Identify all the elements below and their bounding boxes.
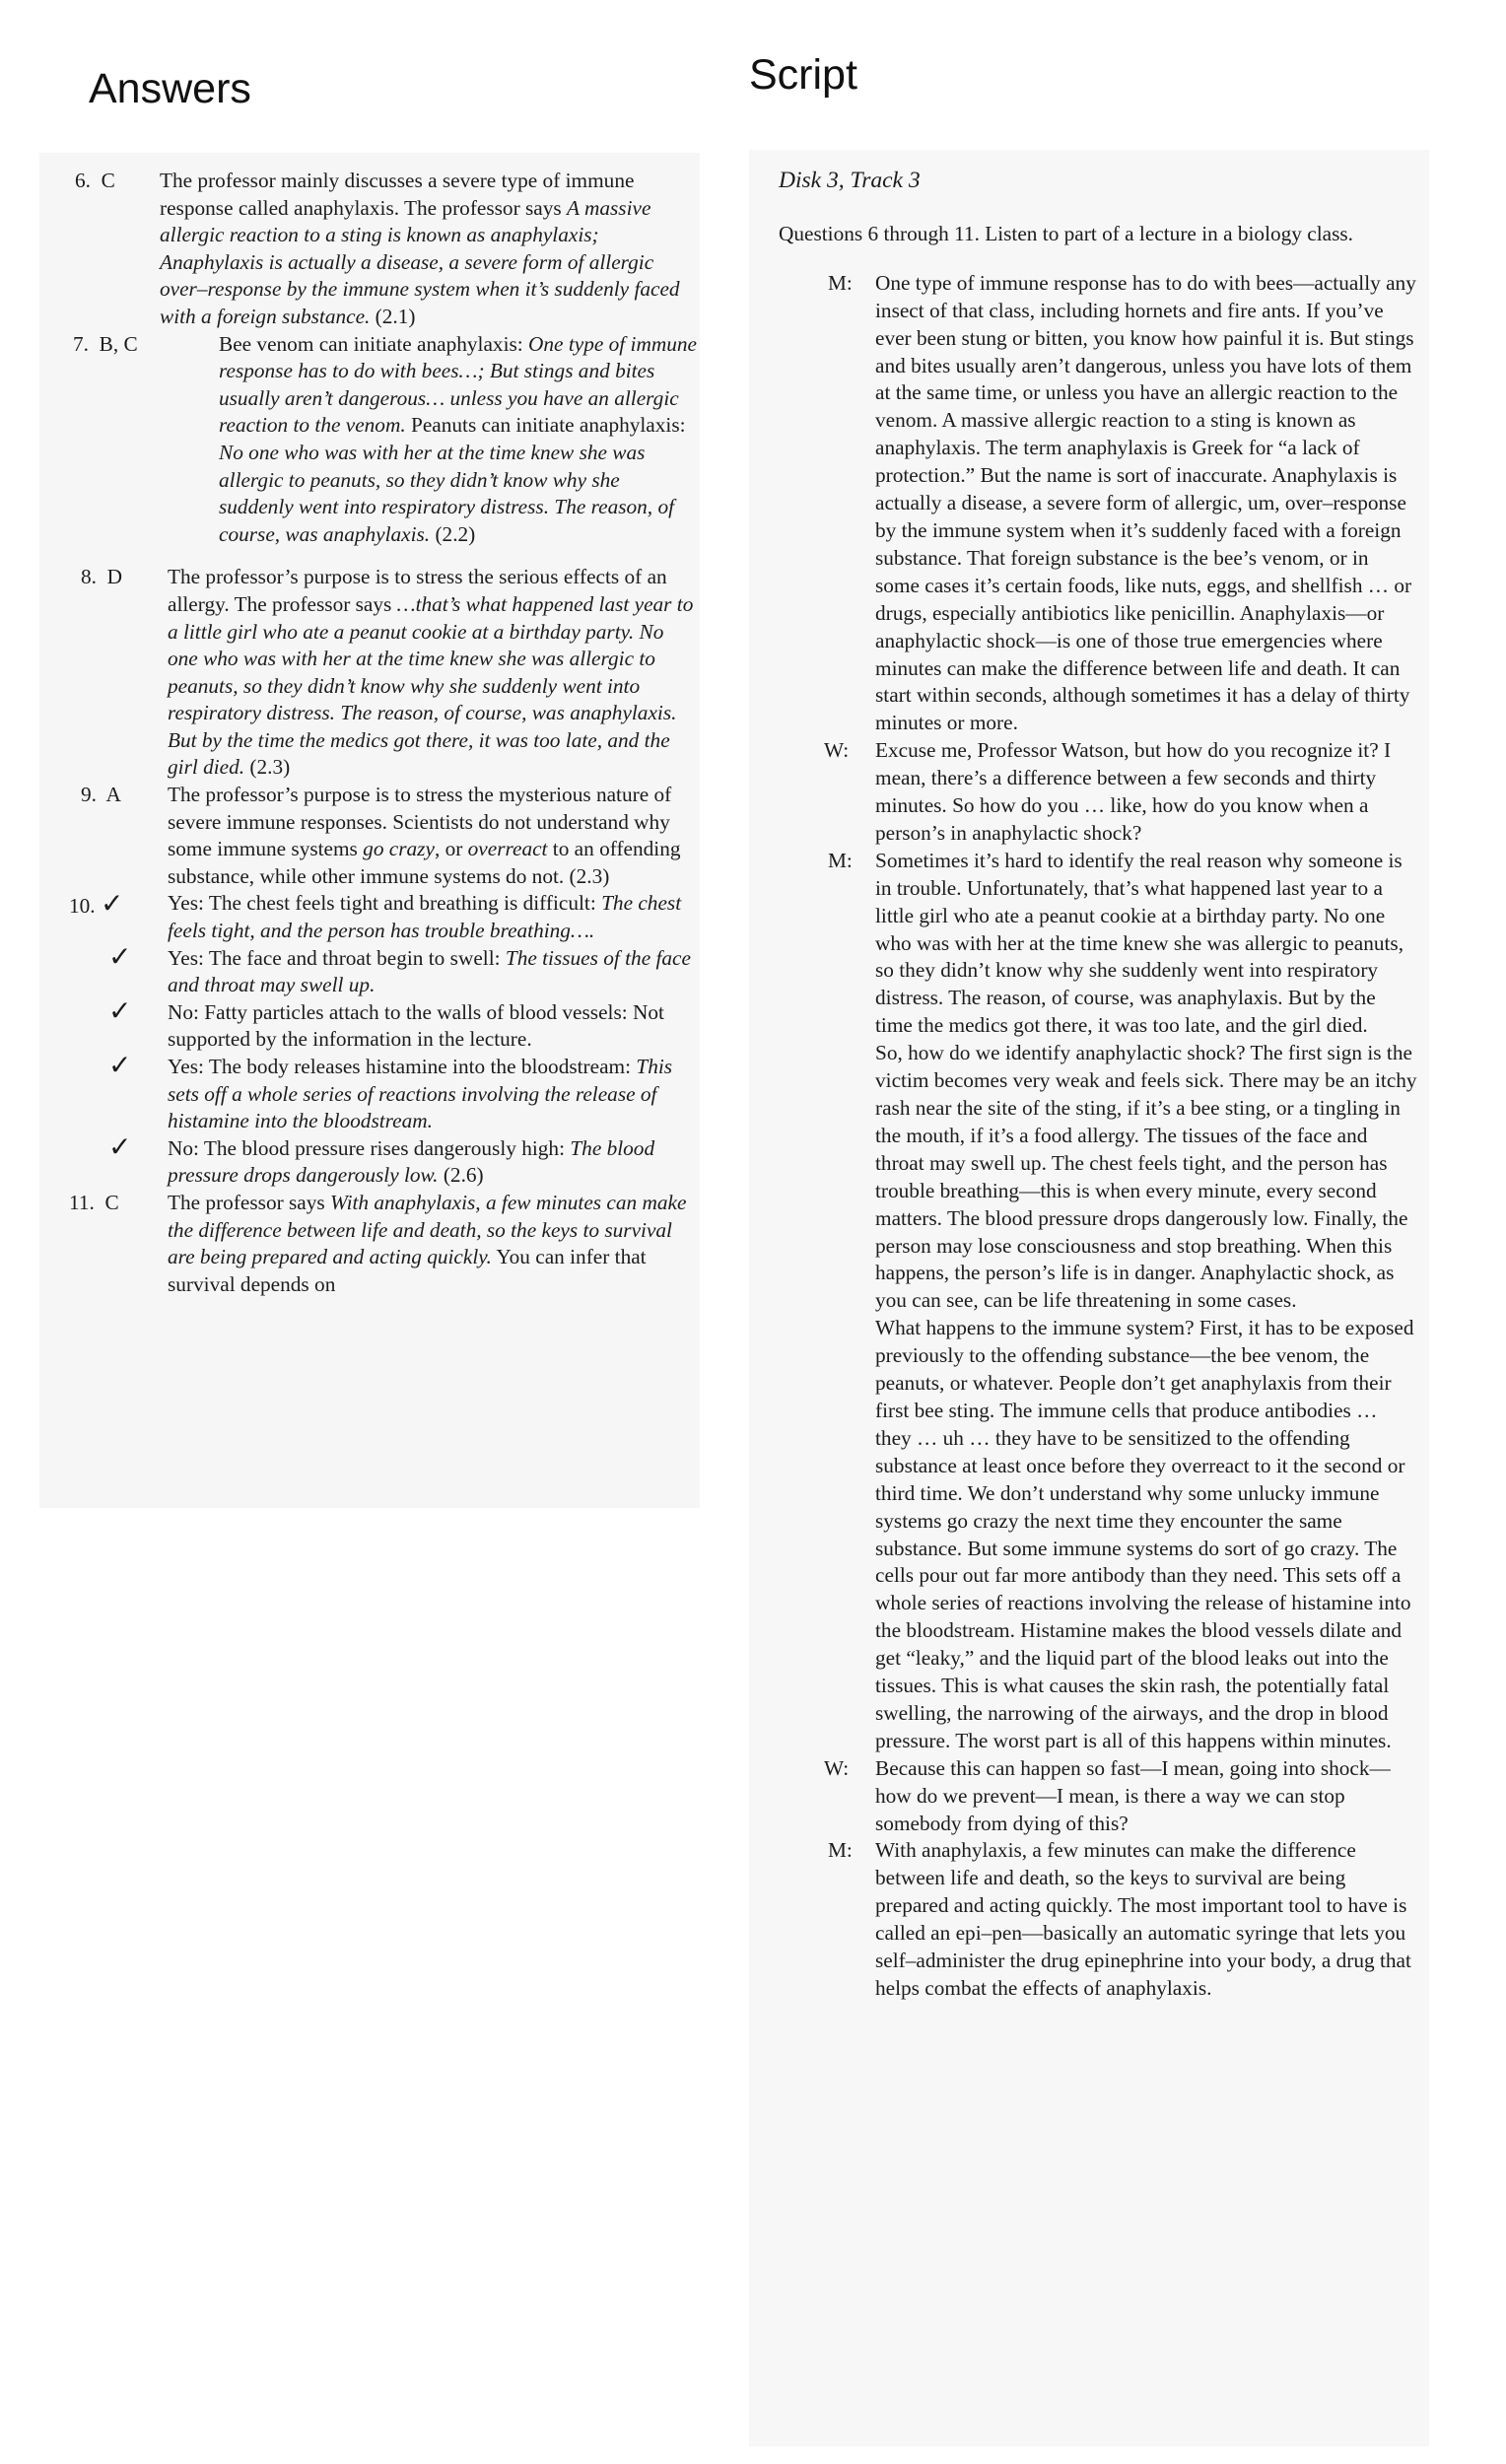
answer-number: 9. A (81, 783, 121, 807)
dialogue-paragraph: With anaphylaxis, a few minutes can make the difference between life and death, so the keys to survival are being prepared and acting quickly. The most important tool to have is called an epi–pen—basically an automatic syringe that lets you self–administer the drug epinephrine into your body, a drug that helps combat the effects of anaphylaxis. (875, 1838, 1411, 2000)
speaker-label: W: (824, 1755, 850, 1780)
answer-text: Bee venom can initiate anaphylaxis: (219, 331, 529, 356)
answer-text: (2.3) (244, 755, 291, 780)
quoted-lecture-text: The blood pressure drops dangerously low. (168, 1135, 655, 1188)
quoted-lecture-text: No one who was with her at the time knew she was allergic to peanuts, so they didn’t know why she suddenly went into respiratory distress. The reason, of course, was anaphylaxis. (219, 440, 675, 546)
answer-number-text: 10. (69, 894, 96, 919)
quoted-lecture-text: One type of immune response has to do with bees…; But stings and bites usually aren’t dangerous… unless you have an allergic reaction to the venom. (219, 331, 697, 438)
dialogue-paragraph: What happens to the immune system? First, it has to be exposed previously to the offending substance—the bee venom, the peanuts, or whatever. People don’t get anaphylaxis from their first bee sting. The immune cells that produce antibodies … they … uh … they have to be sensitized to the offending substance at least once before they overreact to it the second or third time. We don’t understand why some unlucky immune systems go crazy the next time they encounter the same substance. But some immune systems do sort of go crazy. The cells pour out far more antibody than they need. This sets off a whole series of reactions involving the release of histamine into the bloodstream. Histamine makes the blood vessels dilate and get “leaky,” and the liquid part of the blood leaks out into the tissues. This is what causes the skin rash, the potentially fatal swelling, the narrowing of the airways, and the drop in blood pressure. The worst part is all of this happens within minutes. (875, 1316, 1414, 1752)
answer-11 (69, 1190, 697, 1298)
answer-explanation (73, 331, 697, 549)
checkmark-icon: ✓ (108, 939, 132, 973)
quoted-lecture-text: …that’s what happened last year to a little girl who ate a peanut cookie at a birthday party. No one who was with her at the time knew she was allergic to peanuts, so they didn’t know why she suddenly went into respiratory distress. The reason, of course, was anaphylaxis. But by the time the medics got there, it was too late, and the girl died. (168, 591, 694, 780)
answer-explanation (81, 564, 697, 782)
speaker-label: M: (828, 848, 853, 872)
answer-check-item (168, 1136, 654, 1188)
answer-check-item (69, 890, 697, 944)
answer-text: No: The blood pressure rises dangerously high: (168, 1135, 571, 1160)
quoted-lecture-text: overreact (467, 837, 548, 861)
answer-number: 6. C (75, 169, 115, 192)
answer-6 (75, 168, 697, 331)
dialogue-paragraph: So, how do we identify anaphylactic shock? The first sign is the victim becomes very weak and feels sick. There may be an itchy rash near the site of the sting, if it’s a bee sting, or a tingling in the mouth, if it’s a food allergy. The tissues of the face and throat may swell up. The chest feels tight, and the person has trouble breathing—this is when every minute, every second matters. The blood pressure drops dangerously low. Finally, the person may lose consciousness and stop breathing. When this happens, the person’s life is in danger. Anaphylactic shock, as you can see, can be life threatening in some cases. (875, 1041, 1417, 1313)
dialogue-turn (777, 848, 1417, 1755)
answers-heading: Answers (89, 65, 251, 112)
answer-text: (2.6) (438, 1163, 484, 1188)
answer-text: The professor’s purpose is to stress the serious effects of an allergy. The professor says (168, 565, 667, 616)
checkmark-icon: ✓ (108, 1129, 132, 1163)
answer-text: Yes: The chest feels tight and breathing is difficult: (168, 891, 602, 916)
quoted-lecture-text: go crazy (363, 837, 435, 861)
answer-10-item (108, 993, 697, 1054)
answer-explanation (69, 1190, 697, 1298)
answer-explanation (81, 782, 697, 890)
script-intro: Questions 6 through 11. Listen to part of a lecture in a biology class. (779, 221, 1353, 245)
answer-8 (81, 564, 697, 782)
dialogue-turn (777, 737, 1417, 848)
speaker-label: W: (824, 738, 850, 763)
answer-text: to an offending substance, while other immune systems do not. (2.3) (168, 837, 681, 888)
answer-text: (2.2) (430, 521, 476, 546)
answer-text: The professor mainly discusses a severe type of immune response called anaphylaxis. The professor says (160, 169, 635, 220)
quoted-lecture-text: With anaphylaxis, a few minutes can make the difference between life and death, so the keys to survival are being prepared and acting quickly. (168, 1190, 687, 1269)
quoted-lecture-text: A massive allergic reaction to a sting is known as anaphylaxis; Anaphylaxis is actually a disease, a severe form of allergic over–response by the immune system when it’s suddenly faced with a foreign substance. (160, 195, 680, 328)
answer-7 (73, 331, 697, 549)
answer-text: Peanuts can initiate anaphylaxis: (405, 413, 686, 438)
dialogue-paragraph: Because this can happen so fast—I mean, going into shock—how do we prevent—I mean, is there a way we can stop somebody from dying of this? (875, 1755, 1391, 1835)
dialogue-turn (777, 1837, 1417, 2002)
answer-number (69, 887, 124, 921)
script-heading: Script (749, 51, 857, 99)
answer-text: Yes: The face and throat begin to swell: (168, 945, 506, 970)
answer-text: No: Fatty particles attach to the walls of blood vessels: Not supported by the information in the lecture. (168, 999, 664, 1052)
answer-10-item (108, 1049, 697, 1135)
quoted-lecture-text: The tissues of the face and throat may swell up. (168, 945, 691, 997)
answer-check-item (168, 1055, 672, 1132)
dialogue (777, 270, 1417, 2003)
answer-text: The professor says (168, 1190, 331, 1214)
answers-column (61, 168, 697, 1298)
dialogue-turn (777, 1755, 1417, 1838)
answer-explanation (75, 168, 697, 331)
answer-number: 7. B, C (73, 331, 138, 356)
answer-text: , or (434, 837, 468, 861)
dialogue-paragraph: Sometimes it’s hard to identify the real reason why someone is in trouble. Unfortunately, that’s what happened last year to a little girl who ate a peanut cookie at a birthday party. No one who was with her at the time knew she was allergic to peanuts, so they didn’t know why she suddenly went into respiratory distress. The reason, of course, was anaphylaxis. But by the time the medics got there, it was too late, and the girl died. (875, 848, 1404, 1038)
answer-check-item (168, 1000, 664, 1052)
answer-number: 8. D (81, 565, 123, 589)
answer-10 (69, 887, 697, 944)
checkmark-icon: ✓ (100, 887, 124, 921)
answer-text: You can infer that survival depends on (168, 1245, 647, 1296)
answer-number: 11. C (69, 1190, 119, 1214)
script-column (777, 168, 1417, 2003)
quoted-lecture-text: This sets off a whole series of reactions involving the release of histamine into the bloodstream. (168, 1055, 673, 1133)
answer-text: The professor’s purpose is to stress the mysterious nature of severe immune responses. Scientists do not understand why some immune systems (168, 783, 672, 861)
dialogue-paragraph: One type of immune response has to do with bees—actually any insect of that class, including hornets and fire ants. If you’ve ever been stung or bitten, you know how painful it is. But stings and bites usually aren’t dangerous, unless you have lots of them at the same time, or unless you have an allergic reaction to the venom. A massive allergic reaction to a sting is known as anaphylaxis. The term anaphylaxis is Greek for “a lack of protection.” But the name is sort of inaccurate. Anaphylaxis is actually a disease, a severe form of allergic, um, over–response by the immune system when it’s suddenly faced with a foreign substance. That foreign substance is the bee’s venom, or in some cases it’s certain foods, like nuts, eggs, and shellfish … or drugs, especially antibiotics like penicillin. Anaphylaxis—or anaphylactic shock—is one of those true emergencies where minutes can make the difference between life and death. It can start within seconds, although sometimes it has a delay of thirty minutes or more. (875, 270, 1416, 735)
track-title: Disk 3, Track 3 (779, 168, 921, 193)
answer-text: Yes: The body releases histamine into the bloodstream: (168, 1055, 637, 1078)
speaker-label: M: (828, 1838, 853, 1863)
answer-10-item (108, 939, 697, 999)
answer-text: (2.1) (370, 304, 416, 328)
answer-check-item (168, 946, 691, 997)
quoted-lecture-text: The chest feels tight, and the person has trouble breathing…. (168, 891, 682, 943)
dialogue-paragraph: Excuse me, Professor Watson, but how do you recognize it? I mean, there’s a difference between a few seconds and thirty minutes. So how do you … like, how do you know when a person’s in anaphylactic shock? (875, 738, 1392, 845)
dialogue-turn (777, 270, 1417, 737)
answer-9 (81, 782, 697, 890)
speaker-label: M: (828, 270, 853, 295)
answer-10-item (108, 1129, 697, 1190)
checkmark-icon: ✓ (108, 1049, 132, 1081)
checkmark-icon: ✓ (108, 993, 132, 1027)
